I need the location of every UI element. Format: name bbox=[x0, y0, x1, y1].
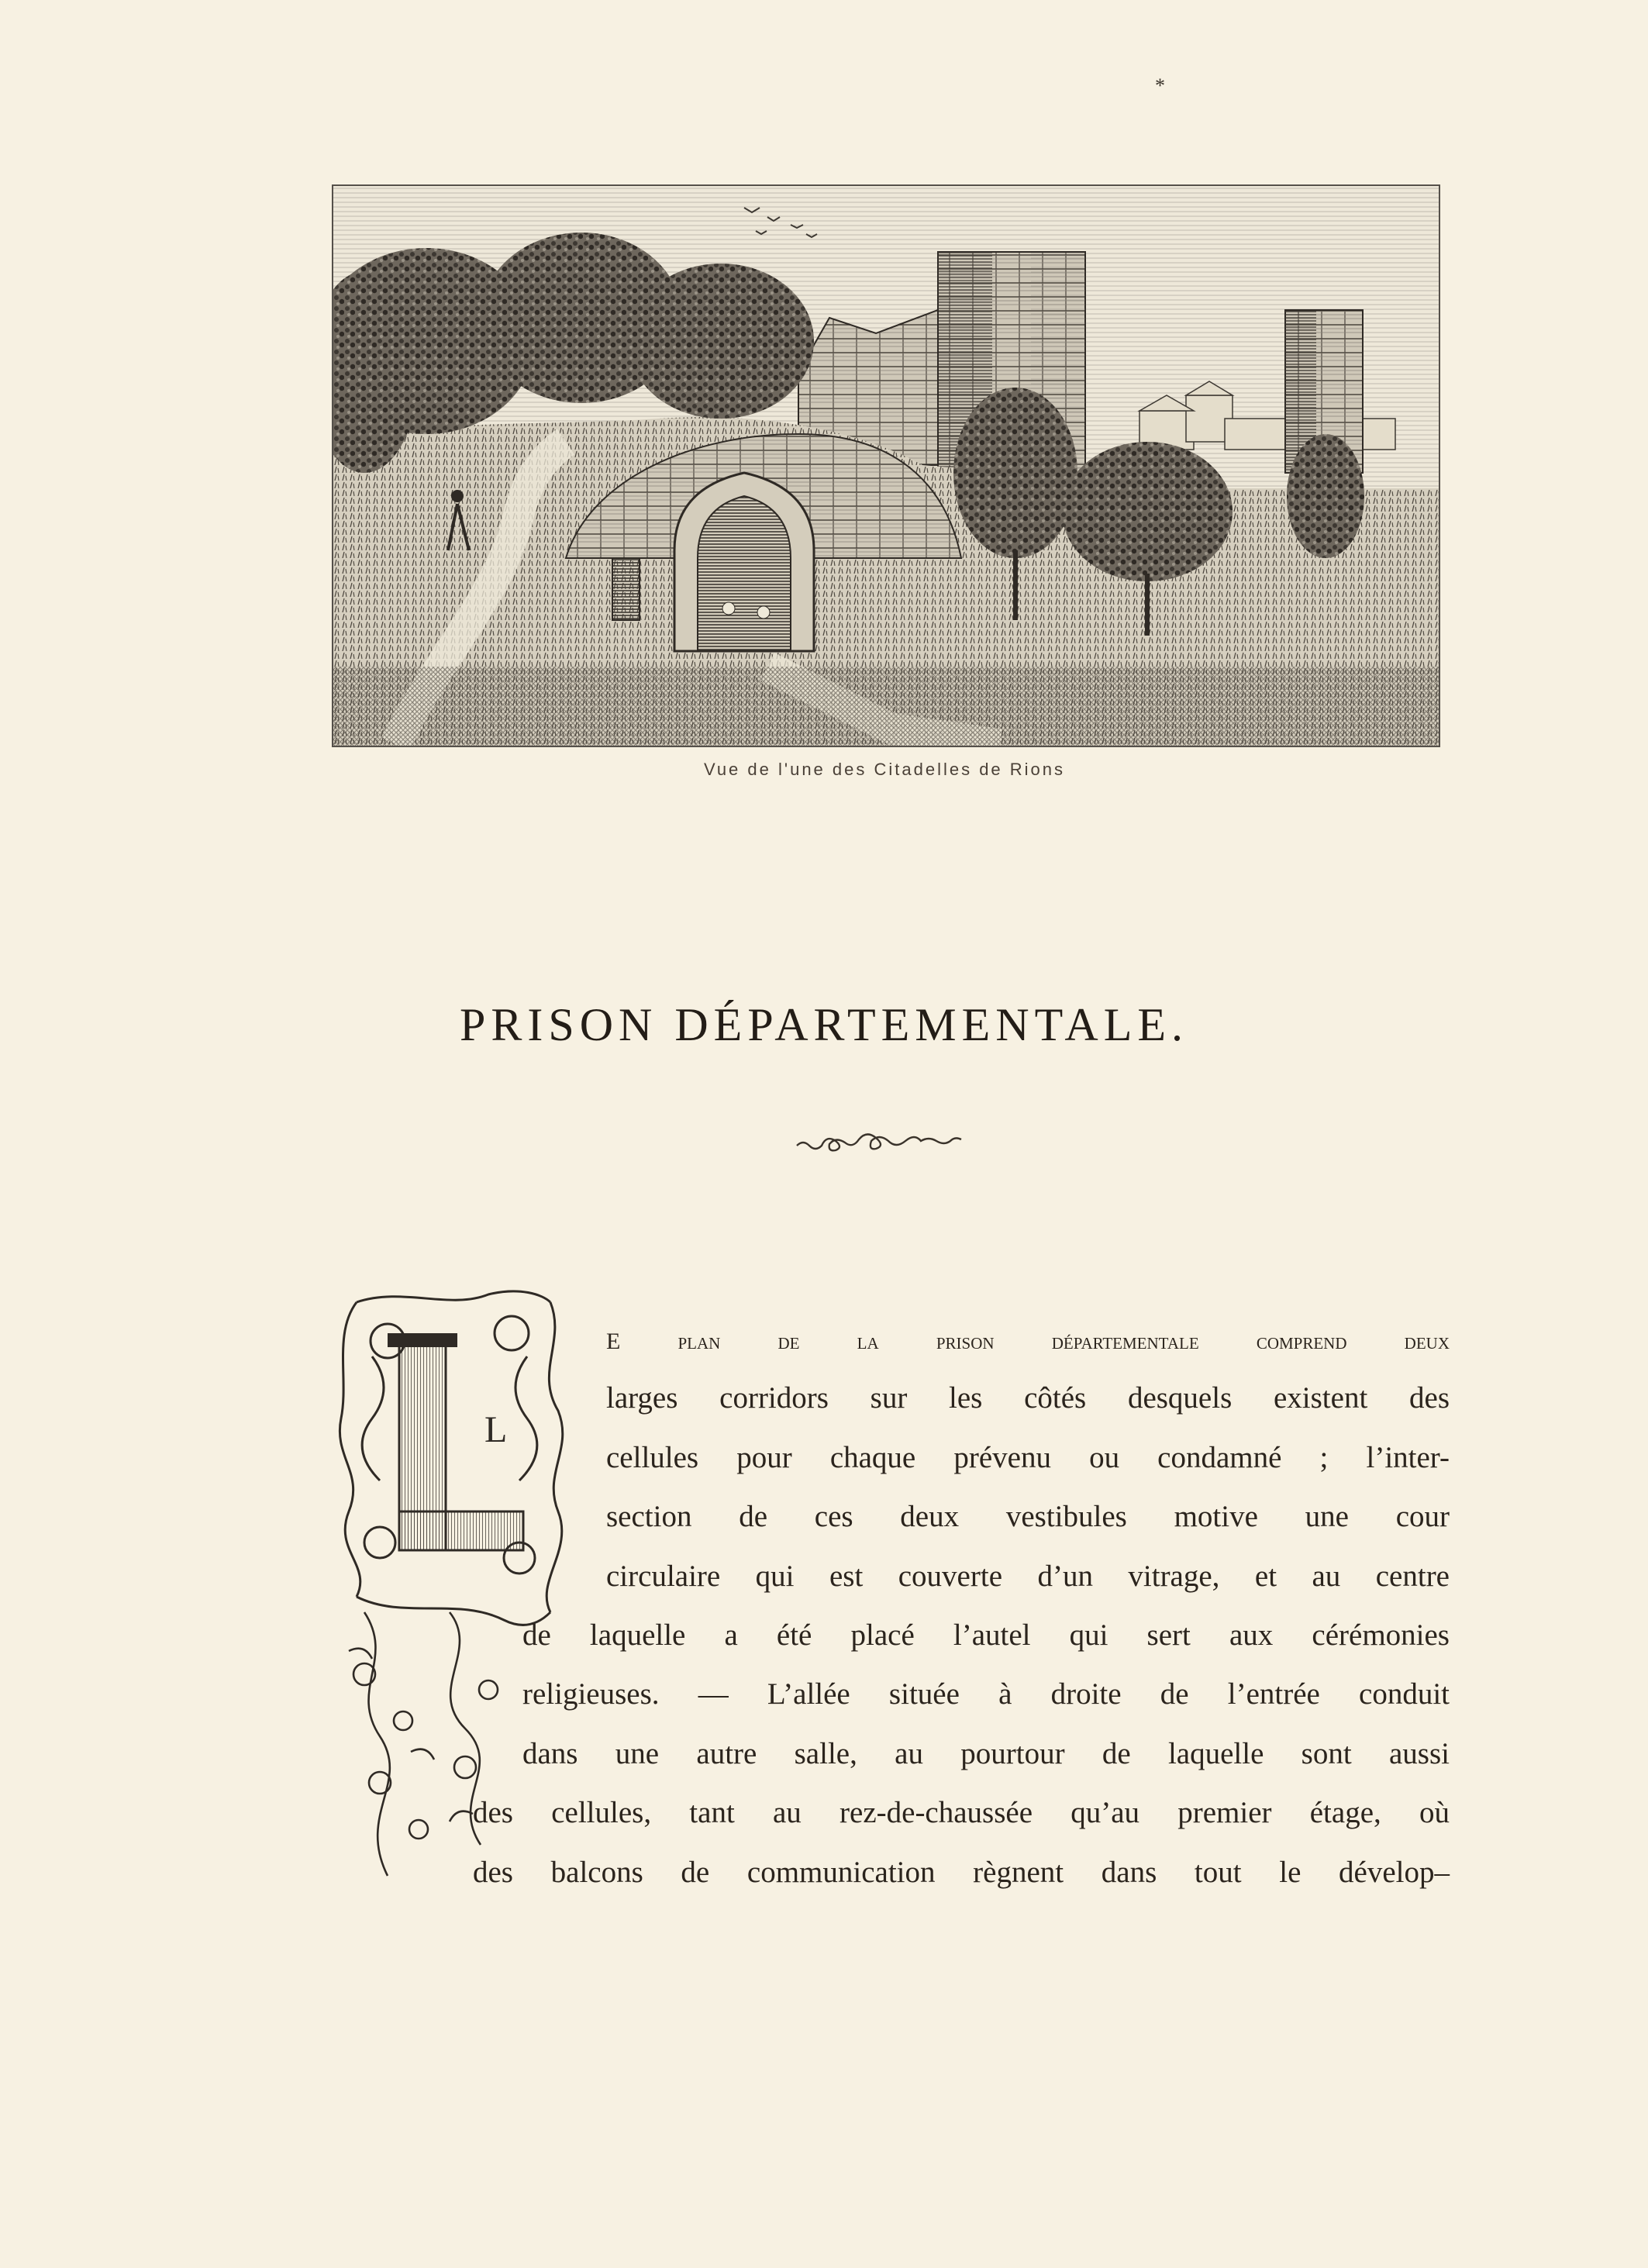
folio-mark: * bbox=[1155, 74, 1165, 97]
citadel-engraving-drawing bbox=[333, 186, 1439, 746]
text-line: de laquelle a été placé l’autel qui sert aux cérémonies bbox=[522, 1618, 1450, 1652]
text-line: section de ces deux vestibules motive une cour bbox=[606, 1500, 1450, 1534]
text-line: religieuses. — L’allée située à droite de l’entrée conduit bbox=[522, 1677, 1450, 1711]
text-line-content: E plan de la prison départementale comprend deux bbox=[606, 1329, 1450, 1354]
ornamental-divider-icon bbox=[795, 1125, 971, 1164]
text-line: des balcons de communication règnent dans tout le dévelop– bbox=[473, 1855, 1450, 1889]
illustration-caption: Vue de l'une des Citadelles de Rions bbox=[703, 760, 1066, 779]
text-line: dans une autre salle, au pourtour de laquelle sont aussi bbox=[522, 1736, 1450, 1770]
text-line bbox=[606, 1310, 1450, 1369]
text-line: des cellules, tant au rez-de-chaussée qu’au premier étage, où bbox=[473, 1796, 1450, 1830]
text-line: circulaire qui est couverte d’un vitrage, et au centre bbox=[606, 1559, 1450, 1593]
text-line: larges corridors sur les côtés desquels existent des bbox=[606, 1381, 1450, 1415]
body-paragraph bbox=[473, 1310, 1450, 1902]
citadel-engraving bbox=[332, 184, 1440, 747]
text-line: cellules pour chaque prévenu ou condamné ; l’inter- bbox=[606, 1440, 1450, 1474]
initial-letter: L bbox=[484, 1409, 508, 1450]
chapter-title: PRISON DÉPARTEMENTALE. bbox=[459, 999, 1189, 1051]
